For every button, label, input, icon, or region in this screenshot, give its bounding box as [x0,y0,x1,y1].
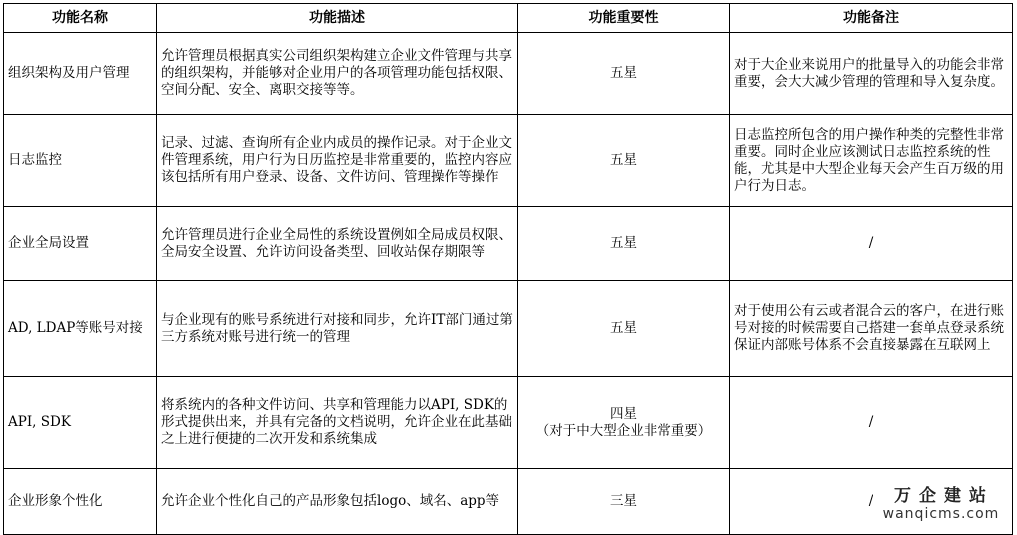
row-note: / [730,207,1013,281]
header-notes: 功能备注 [730,4,1013,33]
row-note: / [730,377,1013,469]
row-name: API, SDK [4,377,157,469]
table-row [4,207,1013,281]
row-name: 企业全局设置 [4,207,157,281]
row-name: 企业形象个性化 [4,469,157,535]
importance-rating: 五星 [610,65,637,81]
site-watermark [873,486,1009,522]
row-desc: 允许企业个性化自己的产品形象包括logo、域名、app等 [157,469,518,535]
row-desc: 记录、过滤、查询所有企业内成员的操作记录。对于企业文件管理系统，用户行为日历监控是非常重要的，监控内容应该包括所有用户登录、设备、文件访问、管理操作等操作 [157,115,518,207]
table-row [4,281,1013,377]
header-name: 功能名称 [4,4,157,33]
feature-table [3,3,1013,535]
row-desc: 与企业现有的账号系统进行对接和同步，允许IT部门通过第三方系统对账号进行统一的管理 [157,281,518,377]
row-note: 日志监控所包含的用户操作种类的完整性非常重要。同时企业应该测试日志监控系统的性能，尤其是中大型企业每天会产生百万级的用户行为日志。 [730,115,1013,207]
importance-rating: 三星 [610,493,637,509]
row-importance [518,377,730,469]
row-desc: 将系统内的各种文件访问、共享和管理能力以API, SDK的形式提供出来，并具有完备的文档说明，允许企业在此基础之上进行便捷的二次开发和系统集成 [157,377,518,469]
header-importance: 功能重要性 [518,4,730,33]
row-importance [518,281,730,377]
header-desc: 功能描述 [157,4,518,33]
row-name: 组织架构及用户管理 [4,33,157,115]
table-header-row [4,4,1013,33]
table-row [4,377,1013,469]
row-note: / [730,469,1013,535]
row-importance [518,115,730,207]
row-name: 日志监控 [4,115,157,207]
row-note: 对于大企业来说用户的批量导入的功能会非常重要，会大大减少管理的管理和导入复杂度。 [730,33,1013,115]
row-importance [518,33,730,115]
row-name: AD, LDAP等账号对接 [4,281,157,377]
importance-rating: 四星 [610,405,637,422]
table-row [4,33,1013,115]
importance-rating: 五星 [610,235,637,251]
row-importance [518,469,730,535]
table-row [4,469,1013,535]
row-note: 对于使用公有云或者混合云的客户，在进行账号对接的时候需要自己搭建一套单点登录系统保证内部账号体系不会直接暴露在互联网上 [730,281,1013,377]
table-row [4,115,1013,207]
row-desc: 允许管理员根据真实公司组织架构建立企业文件管理与共享的组织架构，并能够对企业用户的各项管理功能包括权限、空间分配、安全、离职交接等等。 [157,33,518,115]
importance-rating: 五星 [610,320,637,336]
watermark-brand-url: wanqicms.com [882,506,1000,522]
importance-note: （对于中大型企业非常重要） [535,422,712,439]
watermark-brand-cn: 万企建站 [894,486,994,506]
row-importance [518,207,730,281]
importance-rating: 五星 [610,152,637,168]
row-desc: 允许管理员进行企业全局性的系统设置例如全局成员权限、全局安全设置、允许访问设备类型、回收站保存期限等 [157,207,518,281]
